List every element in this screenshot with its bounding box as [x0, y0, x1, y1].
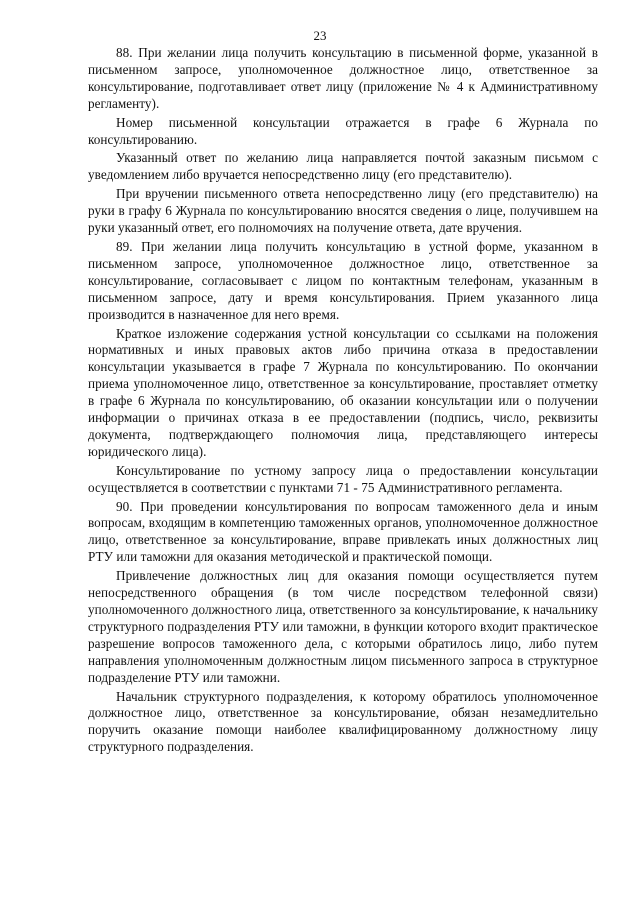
paragraph-oral-request: Консультирование по устному запросу лица о предоставлении консультации осуществляется в соответствии с пунктами 71 - 75 Административного регламента. — [88, 462, 598, 495]
page-number: 23 — [313, 28, 327, 43]
paragraph-90: 90. При проведении консультирования по вопросам таможенного дела и иным вопросам, входящим в компетенцию таможенных органов, уполномоченное должностное лицо, ответственное за консультирование, вправе привлекать иных должностных лиц РТУ или таможни для оказания методической и практической помощи. — [88, 498, 598, 565]
paragraph-oral-summary: Краткое изложение содержания устной консультации со ссылками на положения нормативных и иных правовых актов либо причина отказа в предоставлении консультации указывается в графе 7 Журнала по консультированию. По окончании приема уполномоченное лицо, ответственное за консультирование, проставляет отметку в графе 6 Журнала по консультированию, об оказании консультации или о получении информации о причинах отказа в ее предоставлении (подпись, число, реквизиты документа, подтверждающего полномочия лица, представляющего интересы юридического лица). — [88, 325, 598, 459]
paragraph-89: 89. При желании лица получить консультацию в устной форме, указанном в письменном запросе, уполномоченное должностное лицо, ответственное за консультирование, согласовывает с лицом по контактным телефонам, указанным в письменном запросе, дату и время консультирования. Прием указанного лица производится в назначенное для него время. — [88, 238, 598, 322]
paragraph-consultation-number: Номер письменной консультации отражается в графе 6 Журнала по консультированию. — [88, 114, 598, 147]
paragraph-answer-delivery: Указанный ответ по желанию лица направляется почтой заказным письмом с уведомлением либо вручается непосредственно лицу (его представителю). — [88, 150, 598, 183]
paragraph-unit-head-duty: Начальник структурного подразделения, к которому обратилось уполномоченное должностное лицо, ответственное за консультирование, обязан незамедлительно поручить оказание помощи наиболее квалифицированному должностному лицу структурного подразделения. — [88, 688, 598, 755]
paragraph-88: 88. При желании лица получить консультацию в письменной форме, указанной в письменном запросе, уполномоченное должностное лицо, ответственное за консультирование, подготавливает ответ лицу (приложение № 4 к Административному регламенту). — [88, 45, 598, 111]
document-body — [88, 45, 598, 758]
paragraph-officials-involvement: Привлечение должностных лиц для оказания помощи осуществляется путем непосредственного обращения (в том числе посредством телефонной связи) уполномоченного должностного лица, ответственного за консультирование, к начальнику структурного подразделения РТУ или таможни, в функции которого входит практическое разрешение вопросов таможенного дела, с которыми обратилось лицо, либо путем направления уполномоченным должностным лицом письменного запроса в структурное подразделение РТУ или таможни. — [88, 568, 598, 685]
paragraph-handover-record: При вручении письменного ответа непосредственно лицу (его представителю) на руки в графу 6 Журнала по консультированию вносятся сведения о лице, получившем на руки указанный ответ, его полномочиях на получение ответа, дате вручения. — [88, 186, 598, 236]
